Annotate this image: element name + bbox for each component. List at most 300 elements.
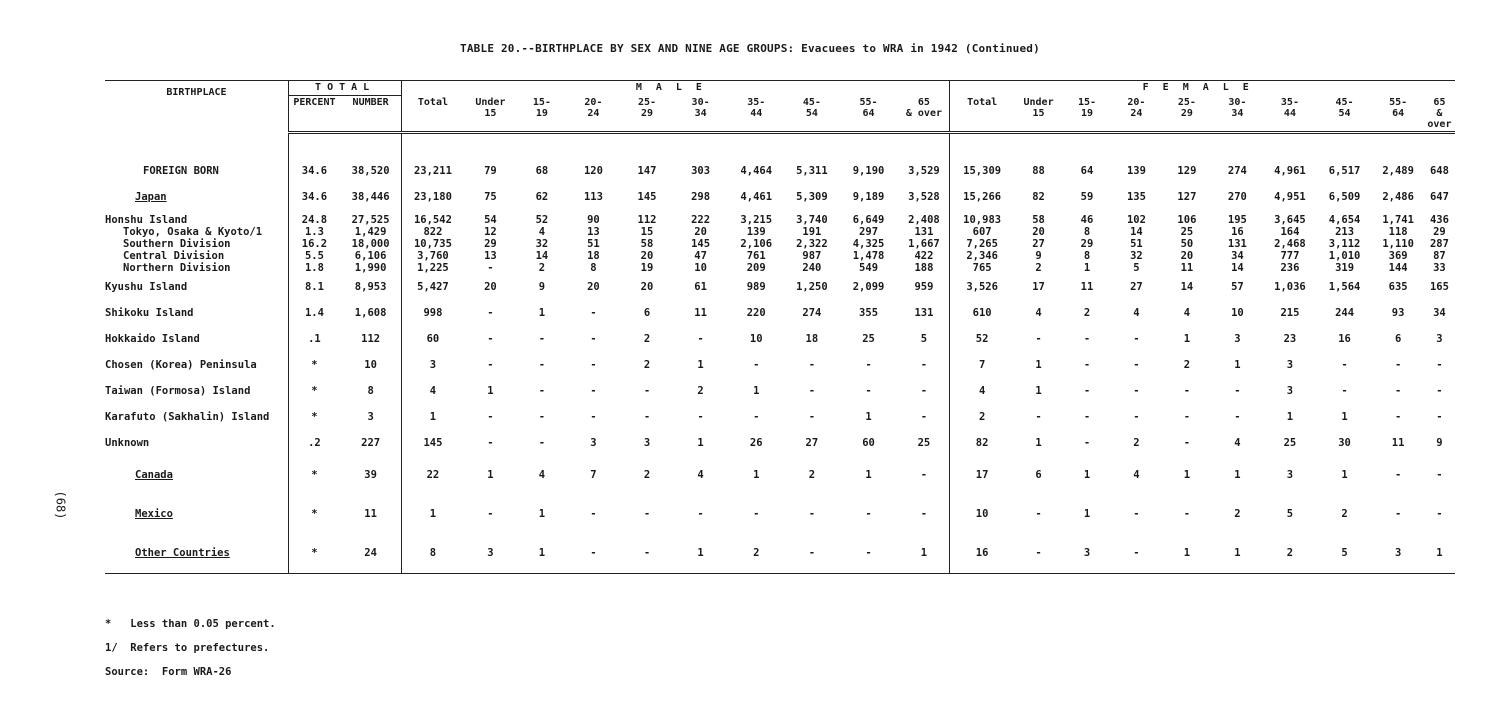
- value-cell: 20: [484, 280, 497, 293]
- value-cell: 4: [538, 469, 546, 481]
- value-cell: -: [1083, 384, 1091, 397]
- value-cell: 88: [1032, 164, 1045, 177]
- male-col-header: Under 15: [464, 96, 518, 133]
- value-cell: 113: [583, 190, 603, 203]
- value-cell: 9: [1035, 249, 1042, 262]
- value-cell: 112: [637, 213, 657, 226]
- value-cell: -: [1341, 358, 1348, 371]
- value-cell: 8: [590, 261, 597, 274]
- female-col-header: 35- 44: [1263, 96, 1317, 133]
- value-cell: -: [590, 384, 597, 397]
- value-cell: 20: [640, 249, 654, 262]
- value-cell: 14: [535, 249, 549, 262]
- male-col-header: Total: [402, 96, 464, 133]
- birthplace-label: Mexico: [135, 508, 173, 520]
- table-row: [105, 262, 1455, 274]
- value-cell: 9,190: [852, 164, 885, 177]
- birthplace-label: Karafuto (Sakhalin) Island: [105, 410, 270, 423]
- male-col-header: 35- 44: [727, 96, 785, 133]
- value-cell: 5.5: [288, 250, 340, 262]
- value-cell: 120: [583, 164, 603, 177]
- value-cell: 7: [950, 352, 1014, 378]
- value-cell: 13: [484, 249, 497, 262]
- value-cell: 15: [640, 225, 654, 238]
- value-cell: 1: [1234, 358, 1241, 371]
- birthplace-cell: [105, 378, 288, 404]
- value-cell: 274: [802, 306, 822, 319]
- value-cell: -: [808, 508, 816, 520]
- header-percent: PERCENT: [288, 96, 340, 133]
- table-row: [105, 456, 1455, 495]
- table-row: [105, 404, 1455, 430]
- birthplace-label: Chosen (Korea) Peninsula: [105, 358, 257, 371]
- value-cell: -: [1183, 436, 1191, 449]
- value-cell: 11: [1180, 261, 1194, 274]
- table-row: [105, 214, 1455, 226]
- value-cell: -: [1183, 410, 1191, 423]
- value-cell: *: [288, 404, 340, 430]
- male-col-header: 30- 34: [674, 96, 728, 133]
- value-cell: 62: [535, 190, 549, 203]
- value-cell: 34.6: [288, 184, 340, 210]
- female-col-header: 45- 54: [1317, 96, 1373, 133]
- birthplace-cell: [105, 326, 288, 352]
- value-cell: -: [920, 410, 928, 423]
- value-cell: 1: [697, 358, 704, 371]
- value-cell: 38,446: [351, 190, 390, 203]
- value-cell: 11: [694, 306, 707, 319]
- value-cell: -: [487, 410, 494, 423]
- value-cell: 1,990: [354, 261, 387, 274]
- value-cell: -: [487, 261, 494, 274]
- value-cell: -: [643, 384, 651, 397]
- value-cell: 6: [1035, 469, 1042, 481]
- table-title: TABLE 20.--BIRTHPLACE BY SEX AND NINE AGE GROUPS: Evacuees to WRA in 1942 (Continued): [460, 42, 1040, 55]
- spacer-cell: [620, 132, 674, 158]
- value-cell: -: [920, 384, 928, 397]
- value-cell: 1: [753, 469, 760, 481]
- value-cell: 20: [640, 280, 654, 293]
- value-cell: 222: [691, 213, 711, 226]
- female-col-header: 30- 34: [1212, 96, 1264, 133]
- value-cell: 549: [859, 261, 879, 274]
- header-female-group: FEMALE: [950, 81, 1455, 96]
- value-cell: 2: [1234, 508, 1241, 520]
- value-cell: 2,322: [796, 237, 828, 250]
- value-cell: 4,951: [1274, 190, 1306, 203]
- value-cell: -: [1035, 410, 1042, 423]
- value-cell: 127: [1177, 190, 1197, 203]
- value-cell: -: [1014, 534, 1063, 574]
- header-total-group: TOTAL: [288, 81, 401, 96]
- birthplace-cell: [105, 404, 288, 430]
- value-cell: 164: [1280, 225, 1300, 238]
- value-cell: 18: [587, 249, 600, 262]
- value-cell: -: [1133, 384, 1140, 397]
- value-cell: 297: [859, 225, 879, 238]
- value-cell: 82: [950, 430, 1014, 456]
- value-cell: 20: [1032, 225, 1045, 238]
- spacer-row: [105, 132, 1455, 158]
- value-cell: 8: [402, 534, 464, 574]
- value-cell: -: [753, 410, 760, 423]
- male-col-header: 45- 54: [785, 96, 839, 133]
- value-cell: 59: [1080, 190, 1094, 203]
- value-cell: 47: [694, 249, 707, 262]
- spacer-cell: [1162, 132, 1211, 158]
- value-cell: 1: [1083, 508, 1091, 520]
- value-cell: 1: [1183, 469, 1191, 481]
- value-cell: 4: [538, 225, 546, 238]
- table-row: [105, 378, 1455, 404]
- footnote-asterisk: * Less than 0.05 percent.: [105, 618, 276, 630]
- value-cell: -: [1436, 508, 1443, 520]
- value-cell: 1: [402, 404, 464, 430]
- value-cell: 1,564: [1328, 280, 1361, 293]
- value-cell: 4: [1183, 306, 1191, 319]
- value-cell: 3,529: [908, 164, 940, 177]
- spacer-cell: [950, 132, 1014, 158]
- value-cell: 145: [637, 190, 657, 203]
- spacer-cell: [785, 132, 839, 158]
- value-cell: 2: [1263, 534, 1317, 574]
- male-col-header: 20- 24: [567, 96, 621, 133]
- value-cell: 34: [1231, 249, 1244, 262]
- source-note: Source: Form WRA-26: [105, 666, 232, 678]
- value-cell: -: [697, 332, 704, 345]
- value-cell: 6,649: [852, 213, 885, 226]
- value-cell: -: [538, 358, 546, 371]
- value-cell: 4: [1133, 306, 1140, 319]
- value-cell: 1: [538, 306, 546, 319]
- value-cell: 9: [538, 280, 546, 293]
- value-cell: 16.2: [288, 238, 340, 250]
- spacer-cell: [1263, 132, 1317, 158]
- value-cell: 51: [587, 237, 600, 250]
- value-cell: -: [1083, 410, 1091, 423]
- value-cell: 79: [484, 164, 497, 177]
- value-cell: 16: [1338, 332, 1351, 345]
- value-cell: 64: [1080, 164, 1094, 177]
- value-cell: 761: [746, 249, 766, 262]
- value-cell: 57: [1231, 280, 1244, 293]
- value-cell: -: [1183, 384, 1191, 397]
- value-cell: -: [538, 384, 546, 397]
- value-cell: 959: [914, 280, 934, 293]
- value-cell: -: [1183, 508, 1191, 520]
- table-container: [105, 80, 1455, 574]
- value-cell: 29: [1080, 237, 1094, 250]
- value-cell: 102: [1126, 213, 1146, 226]
- value-cell: 1: [1183, 332, 1191, 345]
- birthplace-cell: [105, 300, 288, 326]
- value-cell: 51: [1130, 237, 1143, 250]
- value-cell: 1,429: [354, 225, 387, 238]
- birthplace-cell: [105, 352, 288, 378]
- footnote-prefectures: 1/ Refers to prefectures.: [105, 642, 270, 654]
- value-cell: 1: [487, 384, 494, 397]
- value-cell: -: [643, 410, 651, 423]
- female-col-header: 65 & over: [1424, 96, 1455, 133]
- value-cell: -: [865, 358, 872, 371]
- value-cell: 3: [643, 436, 651, 449]
- value-cell: 15,309: [950, 158, 1014, 184]
- value-cell: 2: [1183, 358, 1191, 371]
- value-cell: 1.4: [288, 300, 340, 326]
- value-cell: -: [1133, 332, 1140, 345]
- spacer-cell: [1014, 132, 1063, 158]
- table-header: [105, 81, 1455, 133]
- table-row: [105, 430, 1455, 456]
- value-cell: 1: [865, 469, 872, 481]
- value-cell: 1: [674, 534, 728, 574]
- spacer-cell: [1372, 132, 1424, 158]
- value-cell: 1,478: [852, 249, 885, 262]
- value-cell: 215: [1280, 306, 1300, 319]
- value-cell: 139: [746, 225, 766, 238]
- value-cell: *: [288, 378, 340, 404]
- value-cell: 139: [1126, 164, 1146, 177]
- value-cell: 607: [950, 226, 1014, 238]
- value-cell: 2: [643, 358, 651, 371]
- value-cell: 209: [746, 261, 766, 274]
- value-cell: 144: [1388, 261, 1408, 274]
- value-cell: -: [620, 534, 674, 574]
- value-cell: 11: [364, 508, 377, 520]
- value-cell: 3,526: [950, 274, 1014, 300]
- value-cell: 13: [587, 225, 600, 238]
- value-cell: -: [590, 358, 597, 371]
- value-cell: 647: [1429, 190, 1449, 203]
- birthplace-label: Central Division: [123, 249, 225, 262]
- birthplace-cell: [105, 238, 288, 250]
- spacer-cell: [340, 132, 402, 158]
- value-cell: 355: [859, 306, 879, 319]
- value-cell: 27: [805, 436, 819, 449]
- value-cell: 3: [590, 436, 597, 449]
- header-number: NUMBER: [340, 96, 402, 133]
- female-col-header: 20- 24: [1111, 96, 1163, 133]
- value-cell: 227: [361, 436, 381, 449]
- value-cell: -: [808, 384, 816, 397]
- value-cell: -: [920, 358, 928, 371]
- value-cell: 52: [950, 326, 1014, 352]
- spacer-cell: [1424, 132, 1455, 158]
- value-cell: 1,608: [354, 306, 387, 319]
- female-col-header: Under 15: [1014, 96, 1063, 133]
- value-cell: 436: [1429, 213, 1449, 226]
- value-cell: 3: [1286, 358, 1294, 371]
- value-cell: 131: [1227, 237, 1247, 250]
- value-cell: 93: [1391, 306, 1405, 319]
- value-cell: 3: [1436, 332, 1443, 345]
- value-cell: -: [920, 469, 928, 481]
- value-cell: 68: [535, 164, 549, 177]
- value-cell: 5,311: [796, 164, 828, 177]
- value-cell: 4: [1035, 306, 1042, 319]
- birthplace-cell: [105, 430, 288, 456]
- value-cell: 5,427: [402, 274, 464, 300]
- value-cell: 6,517: [1328, 164, 1361, 177]
- value-cell: 12: [484, 225, 497, 238]
- table-row: [105, 238, 1455, 250]
- value-cell: 3,760: [402, 250, 464, 262]
- value-cell: 131: [914, 306, 934, 319]
- value-cell: 26: [749, 436, 763, 449]
- value-cell: 1: [1212, 534, 1264, 574]
- birthplace-cell: [105, 226, 288, 238]
- male-col-header: 55- 64: [839, 96, 899, 133]
- birthplace-cell: [105, 274, 288, 300]
- value-cell: -: [1234, 410, 1241, 423]
- page-number: (68): [53, 490, 68, 520]
- value-cell: 10: [950, 495, 1014, 534]
- value-cell: 19: [640, 261, 654, 274]
- value-cell: 1: [1424, 534, 1455, 574]
- value-cell: 131: [914, 225, 934, 238]
- birthplace-cell: [105, 214, 288, 226]
- spacer-cell: [674, 132, 728, 158]
- value-cell: -: [590, 508, 597, 520]
- birthplace-table: [105, 80, 1455, 574]
- value-cell: -: [1234, 384, 1241, 397]
- value-cell: 60: [862, 436, 875, 449]
- value-cell: 3: [1234, 332, 1241, 345]
- subheader-row: [105, 96, 1455, 133]
- value-cell: 422: [914, 249, 934, 262]
- value-cell: -: [920, 508, 928, 520]
- value-cell: 20: [587, 280, 600, 293]
- value-cell: 52: [535, 213, 549, 226]
- value-cell: 8: [1083, 249, 1091, 262]
- birthplace-label: Southern Division: [123, 237, 231, 250]
- value-cell: 2,099: [852, 280, 885, 293]
- value-cell: 2: [727, 534, 785, 574]
- value-cell: -: [487, 358, 494, 371]
- value-cell: 2: [1341, 508, 1348, 520]
- value-cell: 3,645: [1274, 213, 1306, 226]
- value-cell: 27,525: [351, 213, 390, 226]
- value-cell: 274: [1227, 164, 1247, 177]
- value-cell: 1: [402, 495, 464, 534]
- value-cell: 7,265: [950, 238, 1014, 250]
- value-cell: 188: [914, 261, 934, 274]
- spacer-cell: [1063, 132, 1110, 158]
- value-cell: 16,542: [402, 214, 464, 226]
- birthplace-label: Japan: [135, 190, 167, 203]
- value-cell: 61: [694, 280, 707, 293]
- value-cell: -: [697, 410, 704, 423]
- value-cell: 9,189: [852, 190, 885, 203]
- value-cell: 191: [802, 225, 822, 238]
- value-cell: 23,211: [402, 158, 464, 184]
- value-cell: 25: [862, 332, 875, 345]
- value-cell: 987: [802, 249, 822, 262]
- value-cell: 50: [1180, 237, 1194, 250]
- birthplace-label: Northern Division: [123, 261, 231, 274]
- value-cell: 1: [1083, 469, 1091, 481]
- value-cell: .2: [288, 430, 340, 456]
- value-cell: 32: [535, 237, 549, 250]
- value-cell: 8: [367, 384, 374, 397]
- birthplace-cell: [105, 495, 288, 534]
- spacer-cell: [464, 132, 518, 158]
- birthplace-label: Tokyo, Osaka & Kyoto/1: [123, 225, 263, 238]
- value-cell: -: [1394, 508, 1402, 520]
- value-cell: *: [288, 456, 340, 495]
- value-cell: 23: [1283, 332, 1297, 345]
- value-cell: -: [1394, 358, 1402, 371]
- value-cell: 2,408: [908, 213, 940, 226]
- value-cell: 4,464: [740, 164, 773, 177]
- value-cell: 9: [1436, 436, 1443, 449]
- female-col-header: 15- 19: [1063, 96, 1110, 133]
- birthplace-cell: [105, 456, 288, 495]
- value-cell: 27: [1032, 237, 1045, 250]
- value-cell: 3: [1286, 384, 1294, 397]
- value-cell: 2: [538, 261, 546, 274]
- value-cell: 8.1: [288, 274, 340, 300]
- value-cell: 87: [1433, 249, 1446, 262]
- value-cell: 129: [1177, 164, 1197, 177]
- table-row: [105, 184, 1455, 210]
- value-cell: -: [1133, 410, 1140, 423]
- value-cell: 3,740: [796, 213, 828, 226]
- value-cell: 3,112: [1328, 237, 1361, 250]
- value-cell: 1: [538, 508, 546, 520]
- value-cell: 14: [1180, 280, 1194, 293]
- value-cell: 20: [694, 225, 707, 238]
- value-cell: 998: [402, 300, 464, 326]
- value-cell: -: [1394, 410, 1402, 423]
- value-cell: 60: [402, 326, 464, 352]
- table-row: [105, 534, 1455, 574]
- value-cell: -: [1436, 358, 1443, 371]
- spacer-cell: [402, 132, 464, 158]
- birthplace-label: Unknown: [105, 436, 150, 449]
- value-cell: 15,266: [950, 184, 1014, 210]
- value-cell: 2: [1083, 306, 1091, 319]
- table-row: [105, 495, 1455, 534]
- value-cell: 25: [1180, 225, 1194, 238]
- table-body: [105, 132, 1455, 573]
- value-cell: 1: [1035, 436, 1042, 449]
- spacer-cell: [105, 132, 288, 158]
- value-cell: -: [1394, 384, 1402, 397]
- value-cell: 1,250: [796, 280, 828, 293]
- value-cell: 1: [1035, 358, 1042, 371]
- header-birthplace: BIRTHPLACE: [105, 81, 288, 133]
- value-cell: -: [785, 534, 839, 574]
- value-cell: -: [538, 436, 546, 449]
- birthplace-label: Other Countries: [135, 547, 230, 559]
- value-cell: 24: [340, 534, 402, 574]
- birthplace-cell: [105, 158, 288, 184]
- value-cell: 10,983: [950, 214, 1014, 226]
- value-cell: 1: [517, 534, 566, 574]
- table-row: [105, 300, 1455, 326]
- value-cell: 11: [1391, 436, 1405, 449]
- value-cell: 4,654: [1328, 213, 1361, 226]
- value-cell: 1.3: [288, 226, 340, 238]
- value-cell: 1,667: [908, 237, 940, 250]
- value-cell: 2: [697, 384, 704, 397]
- value-cell: 1: [1162, 534, 1211, 574]
- footnotes: [105, 612, 276, 684]
- value-cell: 34: [1433, 306, 1446, 319]
- birthplace-label: Shikoku Island: [105, 306, 194, 319]
- birthplace-cell: [105, 184, 288, 210]
